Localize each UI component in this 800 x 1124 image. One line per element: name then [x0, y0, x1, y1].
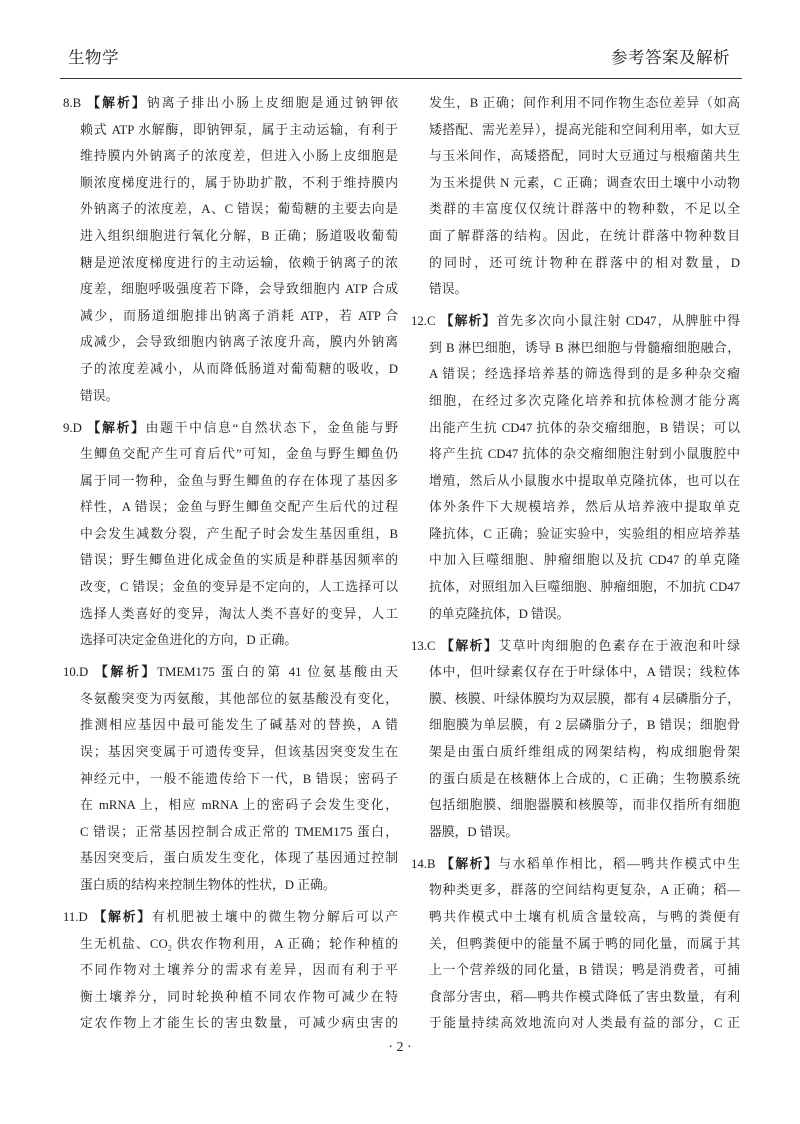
answer-line: 鸭共作模式中土壤有机质含量较高，与鸭的粪便有 — [429, 909, 740, 924]
answer-line: 定农作物上才能生长的害虫数量，可减少病虫害的 — [80, 1016, 398, 1031]
answer-line: 为玉米提供 N 元素，C 正确；调查农田土壤中小动物 — [429, 175, 740, 190]
answer-line: 神经元中，一般不能遗传给下一代，B 错误；密码子 — [80, 771, 398, 786]
answer-text: 由题干中信息“自然状态下，金鱼能与野 — [145, 420, 398, 435]
answer-line: 膜、核膜、叶绿体膜均为双层膜，都有 4 层磷脂分子， — [429, 691, 740, 706]
answer-line: 的蛋白质是在核糖体上合成的，C 正确；生物膜系统 — [429, 771, 740, 786]
subject-title: 生物学 — [68, 48, 119, 67]
answer-number: 11.D — [63, 909, 88, 924]
answer-line: 衡土壤养分，同时轮换种植不同农作物可减少在特 — [80, 989, 398, 1004]
answer-item-11 — [63, 904, 398, 1037]
answer-line: 在 mRNA 上，相应 mRNA 上的密码子会发生变化， — [80, 798, 398, 813]
analysis-label: 【解析】 — [439, 856, 499, 871]
answer-line: 糖是逆浓度梯度进行的主动运输，依赖于钠离子的浓 — [80, 255, 398, 270]
answer-line: 基因突变后，蛋白质发生变化，体现了基因通过控制 — [80, 851, 398, 866]
answer-text: 与水稻单作相比，稻—鸭共作模式中生 — [498, 856, 741, 871]
answer-line — [411, 308, 740, 335]
answer-line: 食部分害虫，稻—鸭共作模式降低了害虫数量，有利 — [429, 989, 740, 1004]
answer-line: 中会发生减数分裂，产生配子时会发生基因重组，B — [80, 526, 398, 541]
answer-item-10 — [63, 659, 398, 898]
page-number: · 2 · — [388, 1040, 412, 1055]
answer-item-12 — [411, 308, 740, 627]
answer-line: 将产生抗 CD47 抗体的杂交瘤细胞注射到小鼠腹腔中 — [429, 447, 740, 462]
answer-line: 错误。 — [80, 388, 119, 403]
answer-line: 属于同一物种，金鱼与野生鲫鱼的存在体现了基因多 — [80, 473, 398, 488]
analysis-label: 【解析】 — [85, 96, 147, 110]
answer-line — [411, 851, 740, 878]
answer-line: 物种类更多，群落的空间结构更复杂，A 正确；稻— — [429, 883, 740, 898]
answer-line: 度差，细胞呼吸强度若下降，会导致细胞内 ATP 合成 — [80, 282, 398, 297]
answer-line: 选择人类喜好的变异，淘汰人类不喜好的变异，人工 — [80, 606, 398, 621]
answer-line — [63, 904, 398, 931]
answer-text: TMEM175 蛋白的第 41 位氨基酸由天 — [157, 665, 399, 680]
answer-line — [63, 659, 398, 686]
analysis-label: 【解析】 — [92, 665, 158, 680]
answer-item-9 — [63, 415, 398, 654]
answer-line: 矮搭配、需光差异），提高光能和空间利用率，如大豆 — [429, 122, 740, 137]
answer-line: 细胞膜为单层膜，有 2 层磷脂分子，B 错误；细胞骨 — [429, 718, 740, 733]
answer-line: 选择可决定金鱼进化的方向，D 正确。 — [80, 633, 298, 648]
answer-line: 体外条件下大规模培养，然后从培养液中提取单克 — [429, 500, 740, 515]
answer-number: 9.D — [63, 420, 82, 435]
answer-number: 8.B — [63, 96, 82, 110]
answer-line: 错误。 — [429, 282, 468, 297]
answer-text: 有机肥被土壤中的微生物分解后可以产 — [151, 909, 399, 924]
answer-line: 抗体，对照组加入巨噬细胞、肿瘤细胞，不加抗 CD47 — [429, 580, 740, 595]
answer-line: 外钠离子的浓度差，A、C 错误；葡萄糖的主要去向是 — [80, 202, 398, 217]
analysis-label: 【解析】 — [439, 314, 497, 329]
answer-line: 赖式 ATP 水解酶，即钠钾泵，属于主动运输，有利于 — [80, 122, 398, 137]
answer-line: 成减少，会导致细胞内钠离子浓度升高，膜内外钠离 — [80, 335, 398, 350]
answer-line: 隆抗体，C 正确；验证实验中，实验组的相应培养基 — [429, 526, 740, 541]
answer-line: 维持膜内外钠离子的浓度差，但进入小肠上皮细胞是 — [80, 149, 398, 164]
answer-line: 的单克隆抗体，D 错误。 — [429, 606, 570, 621]
answer-number: 10.D — [63, 665, 89, 680]
answer-line: 面了解群落的结构。因此，在统计群落中物种数目 — [429, 228, 740, 243]
answer-line: 增殖，然后从小鼠腹水中提取单克隆抗体，也可以在 — [429, 473, 740, 488]
answer-line: 改变，C 错误；金鱼的变异是不定向的，人工选择可以 — [80, 580, 398, 595]
answer-line: 减少，而肠道细胞排出钠离子消耗 ATP，若 ATP 合 — [80, 308, 398, 323]
answer-line: 中加入巨噬细胞、肿瘤细胞以及抗 CD47 的单克隆 — [429, 553, 740, 568]
answer-line: 架是由蛋白质纤维组成的网架结构，构成细胞骨架 — [429, 745, 740, 760]
answer-line: 进入组织细胞进行氧化分解，B 正确；肠道吸收葡萄 — [80, 228, 398, 243]
answer-line: 发生，B 正确；间作利用不同作物生态位差异（如高 — [429, 96, 740, 110]
header-divider — [60, 78, 742, 79]
answer-line — [411, 633, 740, 660]
answer-number: 14.B — [411, 856, 436, 871]
answer-line: 与玉米间作，高矮搭配，同时大豆通过与根瘤菌共生 — [429, 149, 740, 164]
answer-line: 样性，A 错误；金鱼与野生鲫鱼交配产生后代的过程 — [80, 500, 398, 515]
answer-line — [63, 415, 398, 442]
answer-item-13 — [411, 633, 740, 846]
section-title: 参考答案及解析 — [611, 48, 730, 67]
answer-line: 包括细胞膜、细胞器膜和核膜等，而非仅指所有细胞 — [429, 798, 740, 813]
analysis-label: 【解析】 — [85, 420, 146, 435]
answer-text: 艾草叶肉细胞的色素存在于液泡和叶绿 — [498, 638, 741, 653]
answer-line: 体中，但叶绿素仅存在于叶绿体中，A 错误；线粒体 — [429, 665, 740, 680]
answer-line: 上一个营养级的同化量，B 错误；鸭是消费者，可捕 — [429, 963, 740, 978]
answer-line: 不同作物对土壤养分的需求有差异，因而有利于平 — [80, 963, 398, 978]
answer-line: 生无机盐、CO₂ 供农作物利用，A 正确；轮作种植的 — [80, 936, 398, 951]
answer-line: 类群的丰富度仅仅统计群落中的物种数，不足以全 — [429, 202, 740, 217]
answer-line: 于能量持续高效地流向对人类最有益的部分，C 正 — [429, 1016, 740, 1031]
answer-line: 推测相应基因中最可能发生了碱基对的替换，A 错 — [80, 718, 398, 733]
answer-item-14 — [411, 851, 740, 1037]
analysis-label: 【解析】 — [439, 638, 499, 653]
answer-line: 出能产生抗 CD47 抗体的杂交瘤细胞，B 错误；可以 — [429, 420, 740, 435]
answer-line: 蛋白质的结构来控制生物体的性状，D 正确。 — [80, 878, 336, 892]
answer-line: 关，但鸭粪便中的能量不属于鸭的同化量，而属于其 — [429, 936, 740, 951]
analysis-label: 【解析】 — [91, 909, 152, 924]
answer-number: 12.C — [411, 314, 436, 329]
answer-line: C 错误；正常基因控制合成正常的 TMEM175 蛋白， — [80, 824, 398, 839]
answer-line: A 错误；经选择培养基的筛选得到的是多种杂交瘤 — [429, 367, 740, 382]
answer-text: 首先多次向小鼠注射 CD47，从脾脏中得 — [496, 314, 740, 329]
answer-line: 生鲫鱼交配产生可育后代”可知，金鱼与野生鲫鱼仍 — [80, 447, 398, 462]
answer-line: 器膜，D 错误。 — [429, 824, 519, 839]
right-column — [411, 90, 740, 1037]
answer-line: 顺浓度梯度进行的，属于协助扩散，不利于维持膜内 — [80, 175, 398, 190]
answer-item-8 — [63, 90, 398, 409]
answer-item-11-continued — [411, 90, 740, 303]
answer-text: 钠离子排出小肠上皮细胞是通过钠钾依 — [146, 96, 399, 110]
answer-line: 冬氨酸突变为丙氨酸，其他部位的氨基酸没有变化， — [80, 691, 398, 706]
answer-number: 13.C — [411, 638, 436, 653]
answer-line: 细胞，在经过多次克隆化培养和抗体检测才能分离 — [429, 393, 740, 408]
answer-line: 子的浓度差减小，从而降低肠道对葡萄糖的吸收，D — [80, 361, 398, 376]
answer-line: 错误；野生鲫鱼进化成金鱼的实质是种群基因频率的 — [80, 553, 398, 568]
answer-line: 到 B 淋巴细胞，诱导 B 淋巴细胞与骨髓瘤细胞融合， — [429, 340, 740, 355]
answer-line: 误；基因突变属于可遗传变异，但该基因突变发生在 — [80, 745, 398, 760]
left-column — [63, 90, 398, 1037]
answer-line: 的同时，还可统计物种在群落中的相对数量，D — [429, 255, 740, 270]
answer-line — [63, 90, 398, 117]
